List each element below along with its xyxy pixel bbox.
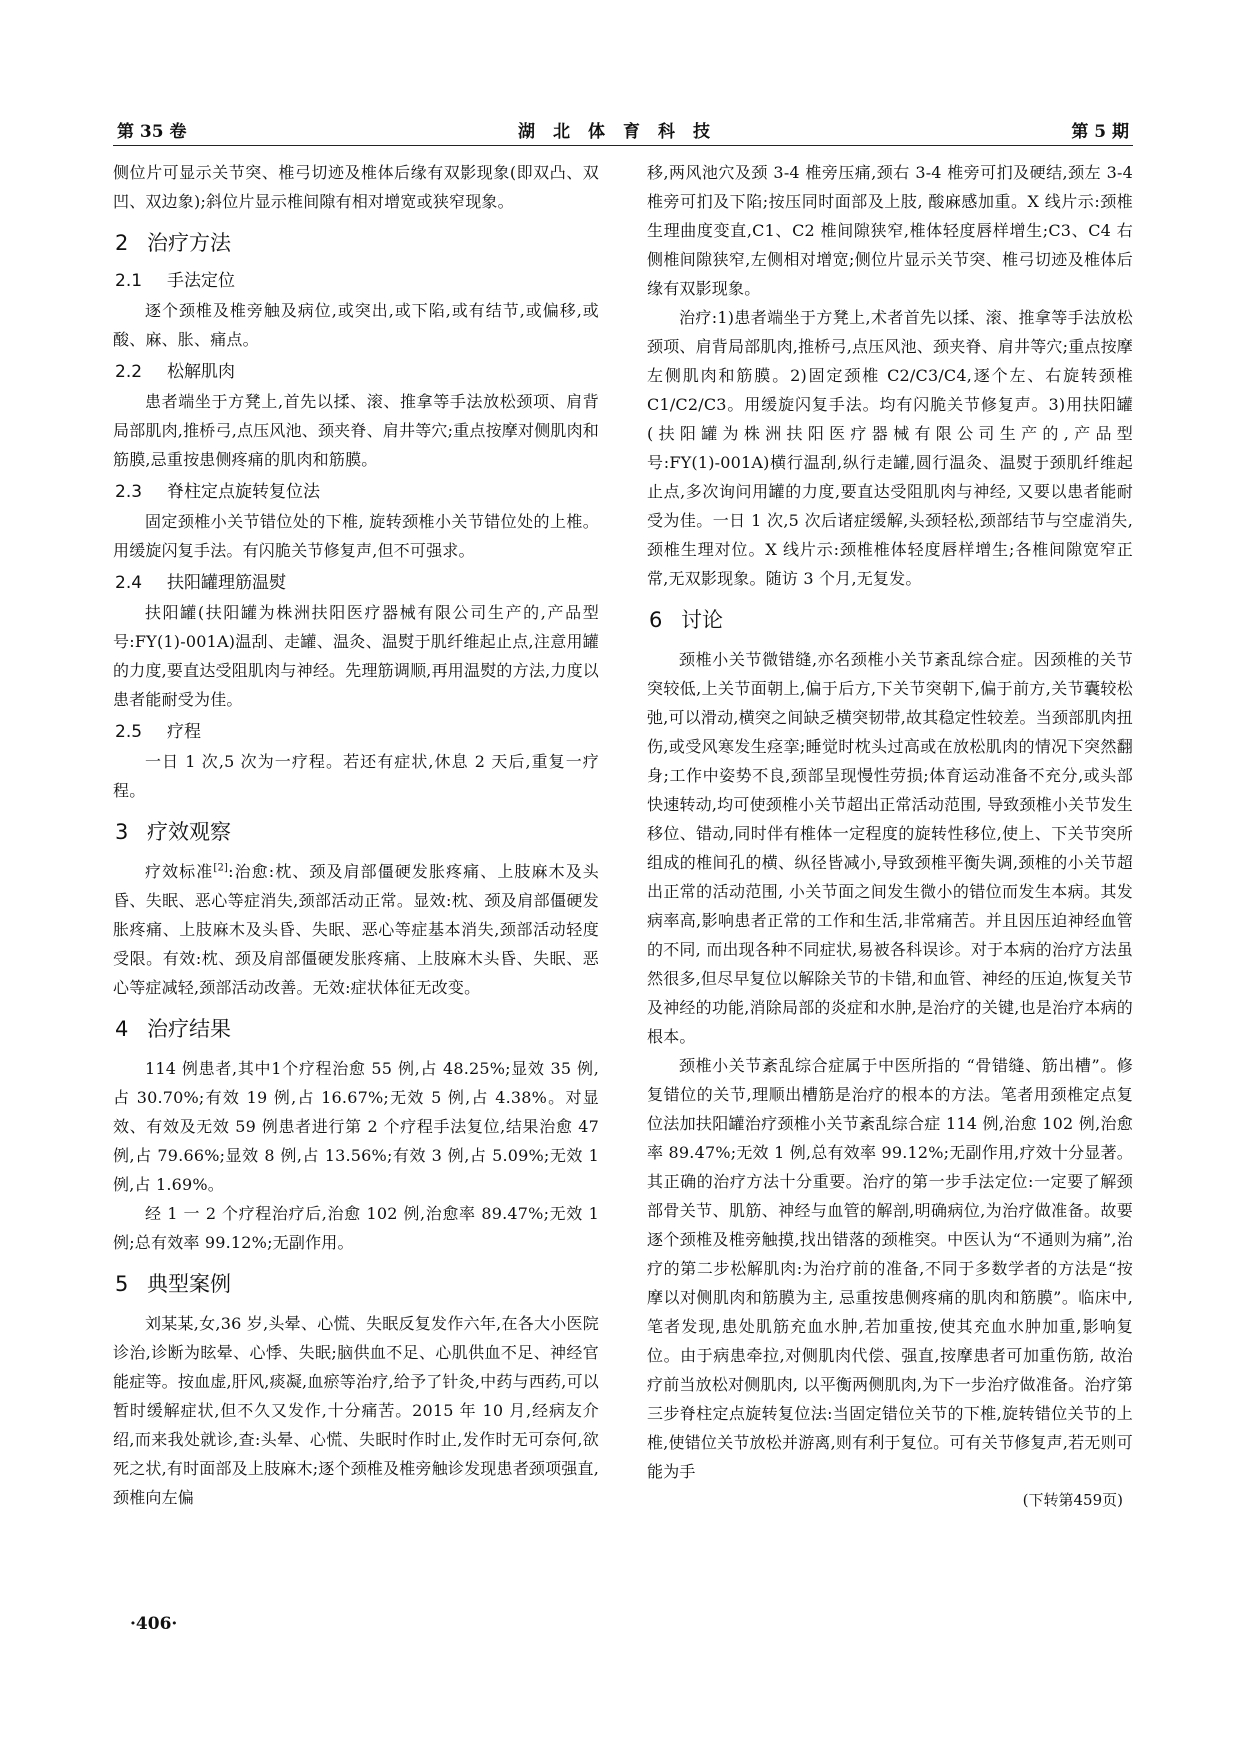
body-paragraph: 刘某某,女,36 岁,头晕、心慌、失眠反复发作六年,在各大小医院诊治,诊断为眩晕、心悸、失眠;脑供血不足、心肌供血不足、神经官能症等。按血虚,肝风,痰凝,血瘀等治疗,给予了针灸,中药与西药,可以暂时缓解症状,但不久又发作,十分痛苦。2015 年 10 月,经病友介绍,而来我处就诊,查:头晕、心慌、失眠时作时止,发作时无可奈何,欲死之状,有时面部及上肢麻木;逐个颈椎及椎旁触诊发现患者颈项强直, 颈椎向左偏 — [113, 1314, 599, 1507]
body-paragraph: 固定颈椎小关节错位处的下椎, 旋转颈椎小关节错位处的上椎。用缓旋闪复手法。有闪脆关节修复声,但不可强求。 — [113, 512, 599, 560]
section-heading — [115, 1014, 599, 1044]
body-paragraph: 颈椎小关节紊乱综合症属于中医所指的 “骨错缝、筋出槽”。修复错位的关节,理顺出槽筋是治疗的根本的方法。笔者用颈椎定点复位法加扶阳罐治疗颈椎小关节紊乱综合症 114 例,治愈 102 例,治愈率 89.47%;无效 1 例,总有效率 99.12%;无副作用,疗效十分显著。其正确的治疗方法十分重要。治疗的第一步手法定位:一定要了解颈部骨关节、肌筋、神经与血管的解剖,明确病位,为治疗做准备。故要逐个颈椎及椎旁触摸,找出错落的颈椎突。中医认为“不通则为痛”,治疗的第二步松解肌肉:为治疗前的准备,不同于多数学者的方法是“按摩以对侧肌肉和筋膜为主, 忌重按患侧疼痛的肌肉和筋膜”。临床中,笔者发现,患处肌筋充血水肿,若加重按,使其充血水肿加重,影响复位。由于病患牵拉,对侧肌肉代偿、强直,按摩患者可加重伤筋, 故治疗前当放松对侧肌肉, 以平衡两侧肌肉,为下一步治疗做准备。治疗第三步脊柱定点旋转复位法:当固定错位关节的下椎,旋转错位关节的上椎,使错位关节放松并游离,则有利于复位。可有关节修复声,若无则可能为手 — [647, 1056, 1133, 1481]
criteria-text: :治愈:枕、颈及肩部僵硬发胀疼痛、上肢麻木及头昏、失眠、恶心等症消失,颈部活动正常。显效:枕、颈及肩部僵硬发胀疼痛、上肢麻木及头昏、失眠、恶心等症基本消失,颈部活动轻度受限。有效:枕、颈及肩部僵硬发胀疼痛、上肢麻木头昏、失眠、恶心等症减轻,颈部活动改善。无效:症状体征无改变。 — [113, 862, 599, 997]
issue-label: 第 5 期 — [1071, 122, 1129, 142]
body-paragraph: 经 1 一 2 个疗程治疗后,治愈 102 例,治愈率 89.47%;无效 1 例;总有效率 99.12%;无副作用。 — [113, 1204, 599, 1252]
section-heading — [649, 605, 1133, 635]
body-paragraph: 移,两风池穴及颈 3-4 椎旁压痛,颈右 3-4 椎旁可扪及硬结,颈左 3-4 椎旁可扪及下陷;按压同时面部及上肢, 酸麻感加重。X 线片示:颈椎生理曲度变直,C1、C2 椎间隙狭窄,椎体轻度唇样增生;C3、C4 右侧椎间隙狭窄,左侧相对增宽;侧位片显示关节突、椎弓切迹及椎体后缘有双影现象。 — [647, 163, 1133, 298]
section-title: 治疗方法 — [147, 231, 231, 255]
body-paragraph: 114 例患者,其中1个疗程治愈 55 例,占 48.25%;显效 35 例,占 30.70%;有效 19 例,占 16.67%;无效 5 例,占 4.38%。对显效、有效及无效 59 例患者进行第 2 个疗程手法复位,结果治愈 47 例,占 79.66%;显效 8 例,占 13.56%;有效 3 例,占 5.09%;无效 1 例,占 1.69%。 — [113, 1059, 599, 1194]
section-title: 治疗结果 — [147, 1017, 231, 1041]
subsection-title: 手法定位 — [167, 271, 235, 291]
volume-label: 第 35 卷 — [117, 122, 187, 142]
section-number: 3 — [115, 820, 129, 844]
page-number: ·406· — [130, 1614, 178, 1634]
section-title: 典型案例 — [147, 1272, 231, 1296]
section-heading — [115, 817, 599, 847]
subsection-number: 2.4 — [115, 573, 143, 593]
subsection-number: 2.5 — [115, 722, 143, 742]
subsection-heading — [115, 570, 599, 596]
running-header — [113, 111, 1133, 146]
criteria-lead: 疗效标准 — [145, 862, 214, 881]
subsection-title: 扶阳罐理筋温熨 — [167, 573, 286, 593]
citation-ref[interactable]: [2] — [213, 862, 229, 874]
subsection-heading — [115, 719, 599, 745]
body-paragraph: 治疗:1)患者端坐于方凳上,术者首先以揉、滚、推拿等手法放松颈项、肩背局部肌肉,推桥弓,点压风池、颈夹脊、肩井等穴;重点按摩左侧肌肉和筋膜。2)固定颈椎 C2/C3/C4,逐个左、右旋转颈椎 C1/C2/C3。用缓旋闪复手法。均有闪脆关节修复声。3)用扶阳罐(扶阳罐为株洲扶阳医疗器械有限公司生产的,产品型号:FY(1)-001A)横行温刮,纵行走罐,圆行温灸、温熨于颈肌纤维起止点,多次询问用罐的力度,要直达受阻肌肉与神经, 又要以患者能耐受为佳。一日 1 次,5 次后诸症缓解,头颈轻松,颈部结节与空虚消失,颈椎生理对位。X 线片示:颈椎椎体轻度唇样增生;各椎间隙宽窄正常,无双影现象。随访 3 个月,无复发。 — [647, 308, 1133, 588]
section-number: 5 — [115, 1272, 129, 1296]
subsection-title: 疗程 — [167, 722, 201, 742]
subsection-number: 2.1 — [115, 271, 143, 291]
left-column — [113, 158, 599, 1512]
section-number: 2 — [115, 231, 129, 255]
body-paragraph — [113, 857, 599, 1002]
section-heading — [115, 228, 599, 258]
journal-title: 湖北体育科技 — [518, 122, 728, 142]
section-number: 6 — [649, 608, 663, 632]
body-paragraph: 扶阳罐(扶阳罐为株洲扶阳医疗器械有限公司生产的,产品型号:FY(1)-001A)温刮、走罐、温灸、温熨于肌纤维起止点,注意用罐的力度,要直达受阻肌肉与神经。先理筋调顺,再用温熨的方法,力度以患者能耐受为佳。 — [113, 603, 599, 709]
subsection-heading — [115, 359, 599, 385]
subsection-heading — [115, 479, 599, 505]
section-heading — [115, 1269, 599, 1299]
subsection-heading — [115, 268, 599, 294]
section-title: 讨论 — [681, 608, 723, 632]
subsection-number: 2.3 — [115, 482, 143, 502]
continued-note: (下转第459页) — [1022, 1491, 1123, 1509]
body-paragraph: 一日 1 次,5 次为一疗程。若还有症状,休息 2 天后,重复一疗程。 — [113, 752, 599, 800]
body-paragraph: 颈椎小关节微错缝,亦名颈椎小关节紊乱综合症。因颈椎的关节突较低,上关节面朝上,偏于后方,下关节突朝下,偏于前方,关节囊较松弛,可以滑动,横突之间缺乏横突韧带,故其稳定性较差。当颈部肌肉扭伤,或受风寒发生痉挛;睡觉时枕头过高或在放松肌肉的情况下突然翻身;工作中姿势不良,颈部呈现慢性劳损;体育运动准备不充分,或头部快速转动,均可使颈椎小关节超出正常活动范围, 导致颈椎小关节发生移位、错动,同时伴有椎体一定程度的旋转性移位,使上、下关节突所组成的椎间孔的横、纵径皆减小,导致颈椎平衡失调,颈椎的小关节超出正常的活动范围, 小关节面之间发生微小的错位而发生本病。其发病率高,影响患者正常的工作和生活,非常痛苦。并且因压迫神经血管的不同, 而出现各种不同症状,易被各科误诊。对于本病的治疗方法虽然很多,但尽早复位以解除关节的卡错,和血管、神经的压迫,恢复关节及神经的功能,消除局部的炎症和水肿,是治疗的关键,也是治疗本病的根本。 — [647, 650, 1133, 1046]
section-title: 疗效观察 — [147, 820, 231, 844]
subsection-title: 松解肌肉 — [167, 362, 235, 382]
right-column — [647, 158, 1133, 1514]
subsection-number: 2.2 — [115, 362, 143, 382]
body-paragraph: 逐个颈椎及椎旁触及病位,或突出,或下陷,或有结节,或偏移,或酸、麻、胀、痛点。 — [113, 301, 599, 349]
subsection-title: 脊柱定点旋转复位法 — [167, 482, 320, 502]
section-number: 4 — [115, 1017, 129, 1041]
body-paragraph: 患者端坐于方凳上,首先以揉、滚、推拿等手法放松颈项、肩背局部肌肉,推桥弓,点压风池、颈夹脊、肩井等穴;重点按摩对侧肌肉和筋膜,忌重按患侧疼痛的肌肉和筋膜。 — [113, 392, 599, 469]
intro-paragraph: 侧位片可显示关节突、椎弓切迹及椎体后缘有双影现象(即双凸、双凹、双边象);斜位片显示椎间隙有相对增宽或狭窄现象。 — [113, 163, 599, 211]
